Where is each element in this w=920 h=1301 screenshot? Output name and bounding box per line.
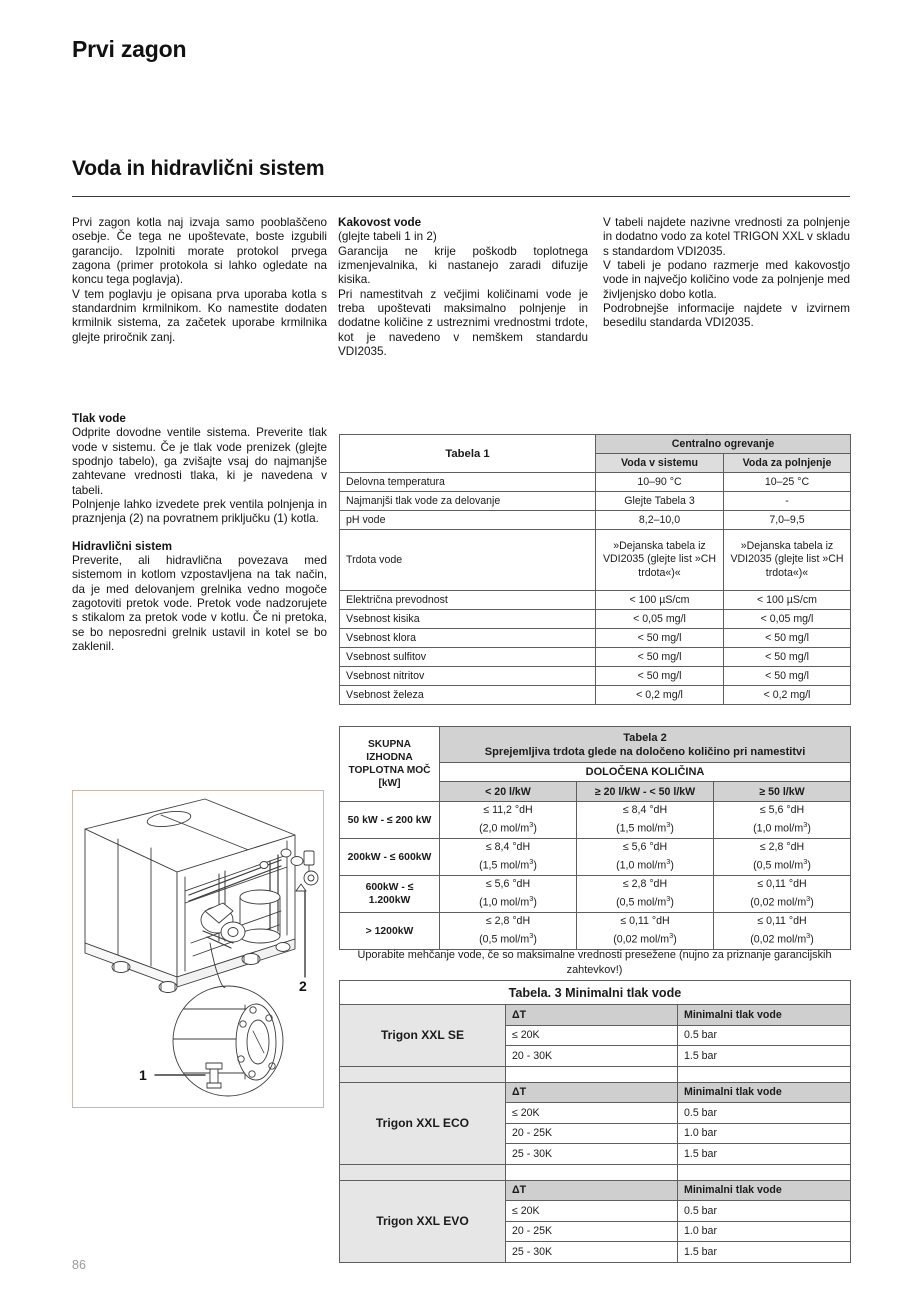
table-3-title: Tabela. 3 Minimalni tlak vode bbox=[340, 981, 851, 1005]
row-value-system: < 50 mg/l bbox=[596, 648, 724, 667]
pressure-value: 0.5 bar bbox=[678, 1103, 851, 1124]
table-row bbox=[340, 667, 851, 686]
hardness-cell bbox=[714, 913, 851, 950]
row-label: Električna prevodnost bbox=[340, 591, 596, 610]
hardness-cell bbox=[577, 876, 714, 913]
cell-text: »Dejanska tabela iz VDI2035 (glejte list »CH trdota«)« bbox=[602, 539, 717, 579]
hardness-dh: ≤ 8,4 °dH bbox=[485, 841, 531, 854]
table-header-row bbox=[340, 1180, 851, 1201]
power-range-label: 600kW - ≤ 1.200kW bbox=[340, 876, 440, 913]
column-header-dt: ΔT bbox=[506, 1005, 678, 1026]
row-label: Vsebnost klora bbox=[340, 629, 596, 648]
superscript: 3 bbox=[806, 930, 811, 940]
row-value-fill: < 100 µS/cm bbox=[724, 591, 851, 610]
table-row bbox=[340, 610, 851, 629]
row-value-system: 8,2–10,0 bbox=[596, 511, 724, 530]
body-column-left-bottom bbox=[72, 412, 327, 655]
hardness-mol: (0,5 mol/$m^3$) bbox=[479, 930, 537, 946]
hardness-mol: (1,5 mol/$m^3$) bbox=[479, 856, 537, 872]
superscript: 3 bbox=[666, 819, 671, 829]
heading-kakovost-vode: Kakovost vode bbox=[338, 216, 422, 229]
section-title: Voda in hidravlični sistem bbox=[72, 157, 325, 180]
table-1-container bbox=[339, 434, 850, 705]
row-value-system: Glejte Tabela 3 bbox=[596, 492, 724, 511]
table-header-row bbox=[340, 1082, 851, 1103]
hardness-cell bbox=[577, 913, 714, 950]
row-value-system bbox=[596, 530, 724, 591]
hardness-mol: (2,0 mol/$m^3$) bbox=[479, 819, 537, 835]
subline: (glejte tabeli 1 in 2) bbox=[338, 230, 437, 244]
superscript: 3 bbox=[803, 819, 808, 829]
callout-2-label: 2 bbox=[299, 978, 307, 994]
paragraph: Garancija ne krije poškodb toplotnega izmenjevalnika, ki nastanejo zaradi difuzije kisika. bbox=[338, 244, 588, 287]
table-row bbox=[340, 492, 851, 511]
table-spacer-row bbox=[340, 1164, 851, 1180]
row-value-system: < 50 mg/l bbox=[596, 629, 724, 648]
minimum-pressure-table bbox=[339, 980, 851, 1263]
paragraph: Pri namestitvah z večjimi količinami vode je treba upoštevati maksimalno polnjenje in dodatne količine z ustreznimi vrednostmi trdote, kot je navedeno v nemškem standardu VDI2035. bbox=[338, 287, 588, 359]
table-header-row bbox=[340, 727, 851, 763]
pressure-value: 1.5 bar bbox=[678, 1242, 851, 1263]
dt-value: 25 - 30K bbox=[506, 1144, 678, 1165]
row-value-fill: - bbox=[724, 492, 851, 511]
pressure-value: 0.5 bar bbox=[678, 1201, 851, 1222]
power-range-label: 50 kW - ≤ 200 kW bbox=[340, 802, 440, 839]
spacer-cell bbox=[506, 1164, 678, 1180]
row-label: Vsebnost kisika bbox=[340, 610, 596, 629]
row-label: Trdota vode bbox=[340, 530, 596, 591]
row-value-fill bbox=[724, 530, 851, 591]
table-2-title-line2: Sprejemljiva trdota glede na določeno količino pri namestitvi bbox=[484, 745, 806, 758]
hardness-dh: ≤ 0,11 °dH bbox=[757, 915, 807, 928]
paragraph: V tem poglavju je opisana prva uporaba kotla s standardnim krmilnikom. Ko namestite dodaten krmilnik sistema, za začetek uporabe krmilnika glejte priročnik zanj. bbox=[72, 287, 327, 344]
model-label-eco: Trigon XXL ECO bbox=[340, 1082, 506, 1164]
superscript: 3 bbox=[529, 893, 534, 903]
chapter-title: Prvi zagon bbox=[72, 36, 187, 62]
table-1-subheader-fill: Voda za polnjenje bbox=[724, 454, 851, 473]
row-value-system: < 0,05 mg/l bbox=[596, 610, 724, 629]
row-label: Najmanjši tlak vode za delovanje bbox=[340, 492, 596, 511]
table-3-title-row bbox=[340, 981, 851, 1005]
column-header-dt: ΔT bbox=[506, 1082, 678, 1103]
quantity-header-2: ≥ 20 l/kW - < 50 l/kW bbox=[577, 782, 714, 802]
table-2-note: Uporabite mehčanje vode, če so maksimalne vrednosti presežene (nujno za priznanje garancijskih zahtevkov!) bbox=[357, 949, 832, 976]
column-header-pressure: Minimalni tlak vode bbox=[678, 1180, 851, 1201]
hardness-cell bbox=[440, 876, 577, 913]
superscript: 3 bbox=[529, 856, 534, 866]
hardness-dh: ≤ 2,8 °dH bbox=[622, 878, 668, 891]
boiler-diagram-svg bbox=[73, 791, 323, 1107]
cell-text: »Dejanska tabela iz VDI2035 (glejte list »CH trdota«)« bbox=[730, 539, 844, 579]
spacer-cell bbox=[340, 1066, 506, 1082]
hardness-dh: ≤ 5,6 °dH bbox=[485, 878, 531, 891]
hardness-cell bbox=[440, 839, 577, 876]
heading-tlak-vode: Tlak vode bbox=[72, 412, 126, 425]
table-header-row bbox=[340, 1005, 851, 1026]
hardness-mol: (0,02 mol/$m^3$) bbox=[750, 930, 814, 946]
hardness-mol: (1,0 mol/$m^3$) bbox=[753, 819, 811, 835]
hardness-cell bbox=[440, 802, 577, 839]
callout-1-label: 1 bbox=[139, 1067, 147, 1083]
dt-value: ≤ 20K bbox=[506, 1103, 678, 1124]
page-number: 86 bbox=[72, 1258, 86, 1272]
superscript: 3 bbox=[803, 856, 808, 866]
paragraph: V tabeli je podano razmerje med kakovostjo vode in največjo količino vode za polnjenje med življenjsko dobo kotla. bbox=[603, 259, 850, 301]
hardness-dh: ≤ 0,11 °dH bbox=[620, 915, 670, 928]
table-row bbox=[340, 648, 851, 667]
dt-value: 20 - 25K bbox=[506, 1221, 678, 1242]
table-header-row bbox=[340, 435, 851, 454]
hardness-mol: (0,5 mol/$m^3$) bbox=[753, 856, 811, 872]
row-label: Delovna temperatura bbox=[340, 473, 596, 492]
table-row bbox=[340, 629, 851, 648]
table-row bbox=[340, 802, 851, 839]
table-1-name: Tabela 1 bbox=[340, 435, 596, 473]
dt-value: ≤ 20K bbox=[506, 1025, 678, 1046]
row-label: Vsebnost nitritov bbox=[340, 667, 596, 686]
water-quality-table bbox=[339, 434, 851, 705]
row-value-fill: < 50 mg/l bbox=[724, 667, 851, 686]
column-header-pressure: Minimalni tlak vode bbox=[678, 1005, 851, 1026]
table-3-container bbox=[339, 980, 850, 1263]
table-row bbox=[340, 530, 851, 591]
hardness-mol: (1,5 mol/$m^3$) bbox=[616, 819, 674, 835]
dt-value: 20 - 30K bbox=[506, 1046, 678, 1067]
table-2-container bbox=[339, 726, 850, 950]
table-row bbox=[340, 473, 851, 492]
paragraph: Odprite dovodne ventile sistema. Preverite tlak vode v sistemu. Če je tlak vode prenizek (glejte spodnjo tabelo), ga zvišajte vsaj do najmanjše zahtevane vrednosti tlaka, ki je navedena v tabeli. bbox=[72, 426, 327, 497]
row-value-fill: 10–25 °C bbox=[724, 473, 851, 492]
quantity-header-1: < 20 l/kW bbox=[440, 782, 577, 802]
superscript: 3 bbox=[529, 930, 534, 940]
hardness-dh: ≤ 2,8 °dH bbox=[485, 915, 531, 928]
row-value-system: < 100 µS/cm bbox=[596, 591, 724, 610]
paragraph: Podrobnejše informacije najdete v izvirnem besedilu standarda VDI2035. bbox=[603, 302, 850, 330]
table-1-subheader-system: Voda v sistemu bbox=[596, 454, 724, 473]
quantity-header-3: ≥ 50 l/kW bbox=[714, 782, 851, 802]
paragraph: Prvi zagon kotla naj izvaja samo pooblaščeno osebje. Če tega ne upoštevate, boste izgubili garancijo. Izpolniti morate protokol prvega zagona (primer protokola si lahko ogledate na koncu tega poglavja). bbox=[72, 216, 327, 287]
table-1-group-header: Centralno ogrevanje bbox=[596, 435, 851, 454]
table-spacer-row bbox=[340, 1066, 851, 1082]
spacer-cell bbox=[340, 1164, 506, 1180]
hardness-table bbox=[339, 726, 851, 950]
hardness-mol: (0,02 mol/$m^3$) bbox=[750, 893, 814, 909]
superscript: 3 bbox=[669, 930, 674, 940]
dt-value: ≤ 20K bbox=[506, 1201, 678, 1222]
boiler-illustration bbox=[72, 790, 324, 1108]
model-label-evo: Trigon XXL EVO bbox=[340, 1180, 506, 1262]
hardness-dh: ≤ 5,6 °dH bbox=[759, 804, 805, 817]
row-value-fill: < 0,2 mg/l bbox=[724, 686, 851, 705]
row-value-fill: < 50 mg/l bbox=[724, 648, 851, 667]
dt-value: 25 - 30K bbox=[506, 1242, 678, 1263]
hardness-cell bbox=[440, 913, 577, 950]
row-value-system: < 0,2 mg/l bbox=[596, 686, 724, 705]
table-row bbox=[340, 839, 851, 876]
column-header-pressure: Minimalni tlak vode bbox=[678, 1082, 851, 1103]
hardness-dh: ≤ 11,2 °dH bbox=[483, 804, 533, 817]
column-header-dt: ΔT bbox=[506, 1180, 678, 1201]
hardness-cell bbox=[714, 876, 851, 913]
table-row bbox=[340, 591, 851, 610]
superscript: 3 bbox=[666, 893, 671, 903]
table-row bbox=[340, 511, 851, 530]
power-range-label: 200kW - ≤ 600kW bbox=[340, 839, 440, 876]
body-column-right bbox=[603, 216, 850, 331]
hardness-mol: (0,5 mol/$m^3$) bbox=[616, 893, 674, 909]
hardness-cell bbox=[577, 802, 714, 839]
table-row bbox=[340, 686, 851, 705]
hardness-cell bbox=[714, 839, 851, 876]
hardness-dh: ≤ 8,4 °dH bbox=[622, 804, 668, 817]
hardness-mol: (1,0 mol/$m^3$) bbox=[479, 893, 537, 909]
paragraph: Preverite, ali hidravlična povezava med sistemom in kotlom vzpostavljena na tak način, da je med delovanjem grelnika vedno mogoče zagotoviti pretok vode. Pretok vode nadzorujete s stikalom za pretok vode v kotlu. Če ni pretoka, se bo neposredni grelnik ustavil in kotel se bo zaklenil. bbox=[72, 554, 327, 654]
title-divider bbox=[72, 196, 850, 197]
hardness-dh: ≤ 5,6 °dH bbox=[622, 841, 668, 854]
pressure-value: 1.0 bar bbox=[678, 1123, 851, 1144]
model-label-se: Trigon XXL SE bbox=[340, 1005, 506, 1067]
table-row bbox=[340, 913, 851, 950]
table-2-title bbox=[440, 727, 851, 763]
row-value-system: 10–90 °C bbox=[596, 473, 724, 492]
pressure-value: 0.5 bar bbox=[678, 1025, 851, 1046]
spacer-cell bbox=[506, 1066, 678, 1082]
heading-hidravlicni-sistem: Hidravlični sistem bbox=[72, 539, 173, 553]
pressure-value: 1.5 bar bbox=[678, 1144, 851, 1165]
paragraph: Polnjenje lahko izvedete prek ventila polnjenja in praznjenja (2) na povratnem priključku (1) kotla. bbox=[72, 498, 327, 526]
hardness-cell bbox=[714, 802, 851, 839]
row-label: pH vode bbox=[340, 511, 596, 530]
hardness-dh: ≤ 0,11 °dH bbox=[757, 878, 807, 891]
row-value-fill: < 0,05 mg/l bbox=[724, 610, 851, 629]
row-value-fill: < 50 mg/l bbox=[724, 629, 851, 648]
pressure-value: 1.5 bar bbox=[678, 1046, 851, 1067]
pressure-value: 1.0 bar bbox=[678, 1221, 851, 1242]
row-value-system: < 50 mg/l bbox=[596, 667, 724, 686]
table-row bbox=[340, 876, 851, 913]
hardness-mol: (0,02 mol/$m^3$) bbox=[613, 930, 677, 946]
power-range-label: > 1200kW bbox=[340, 913, 440, 950]
body-column-middle bbox=[338, 216, 588, 359]
dt-value: 20 - 25K bbox=[506, 1123, 678, 1144]
superscript: 3 bbox=[806, 893, 811, 903]
row-label: Vsebnost železa bbox=[340, 686, 596, 705]
row-label: Vsebnost sulfitov bbox=[340, 648, 596, 667]
table-2-quantity-label: DOLOČENA KOLIČINA bbox=[440, 763, 851, 782]
row-value-fill: 7,0–9,5 bbox=[724, 511, 851, 530]
table-2-corner-label: SKUPNA IZHODNA TOPLOTNA MOČ [kW] bbox=[340, 727, 440, 802]
hardness-dh: ≤ 2,8 °dH bbox=[759, 841, 805, 854]
spacer bbox=[72, 527, 327, 540]
hardness-cell bbox=[577, 839, 714, 876]
superscript: 3 bbox=[666, 856, 671, 866]
spacer-cell bbox=[678, 1164, 851, 1180]
hardness-mol: (1,0 mol/$m^3$) bbox=[616, 856, 674, 872]
paragraph: V tabeli najdete nazivne vrednosti za polnjenje in dodatno vodo za kotel TRIGON XXL v skladu s standardom VDI2035. bbox=[603, 216, 850, 258]
spacer-cell bbox=[678, 1066, 851, 1082]
body-column-left-top bbox=[72, 216, 327, 345]
table-2-title-line1: Tabela 2 bbox=[623, 731, 667, 744]
superscript: 3 bbox=[529, 819, 534, 829]
